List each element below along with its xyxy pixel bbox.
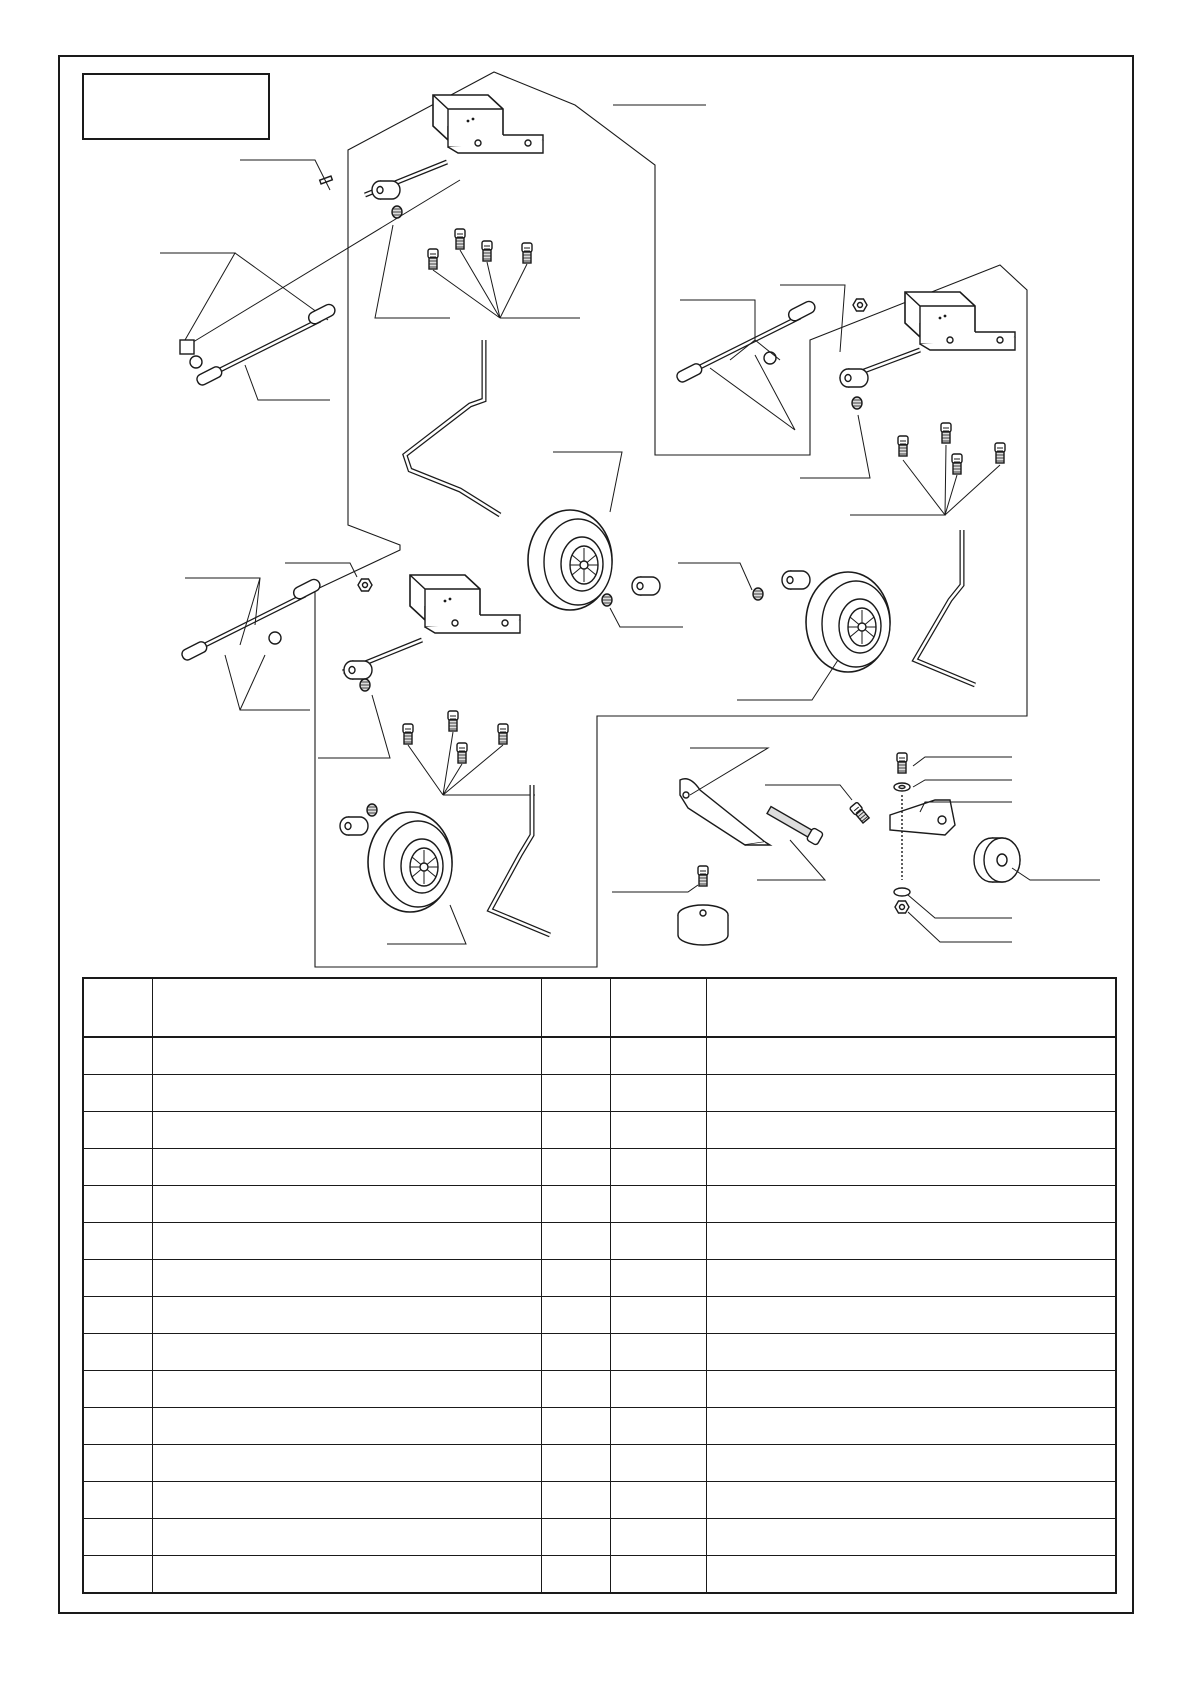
table-cell xyxy=(707,1075,1117,1112)
table-cell xyxy=(542,1371,611,1408)
table-cell xyxy=(707,1297,1117,1334)
table-cell xyxy=(611,1408,707,1445)
table-cell xyxy=(611,1260,707,1297)
table-cell xyxy=(707,1223,1117,1260)
table-row xyxy=(83,1445,1116,1482)
table-row xyxy=(83,1297,1116,1334)
table-cell xyxy=(153,1519,542,1556)
parts-table-body xyxy=(83,1037,1116,1593)
table-cell xyxy=(542,1075,611,1112)
table-cell xyxy=(542,1408,611,1445)
table-cell xyxy=(153,1445,542,1482)
table-cell xyxy=(611,1112,707,1149)
table-cell xyxy=(153,1149,542,1186)
col-header xyxy=(707,978,1117,1037)
table-cell xyxy=(611,1371,707,1408)
table-cell xyxy=(611,1223,707,1260)
table-row xyxy=(83,1334,1116,1371)
table-cell xyxy=(611,1186,707,1223)
table-row xyxy=(83,1075,1116,1112)
table-cell xyxy=(611,1519,707,1556)
table-cell xyxy=(83,1334,153,1371)
table-cell xyxy=(83,1556,153,1594)
table-cell xyxy=(707,1556,1117,1594)
table-cell xyxy=(153,1260,542,1297)
table-row xyxy=(83,1149,1116,1186)
table-cell xyxy=(707,1260,1117,1297)
table-row xyxy=(83,1408,1116,1445)
table-cell xyxy=(83,1260,153,1297)
table-row xyxy=(83,1482,1116,1519)
parts-table xyxy=(82,977,1117,1594)
table-cell xyxy=(611,1149,707,1186)
table-cell xyxy=(83,1371,153,1408)
table-cell xyxy=(611,1556,707,1594)
table-cell xyxy=(83,1075,153,1112)
table-cell xyxy=(611,1445,707,1482)
table-cell xyxy=(83,1112,153,1149)
table-cell xyxy=(153,1186,542,1223)
table-cell xyxy=(611,1482,707,1519)
table-row xyxy=(83,1371,1116,1408)
table-cell xyxy=(707,1519,1117,1556)
col-header xyxy=(611,978,707,1037)
table-cell xyxy=(153,1482,542,1519)
table-cell xyxy=(83,1223,153,1260)
table-cell xyxy=(542,1482,611,1519)
table-cell xyxy=(153,1408,542,1445)
table-cell xyxy=(542,1112,611,1149)
table-row xyxy=(83,1223,1116,1260)
table-cell xyxy=(153,1371,542,1408)
table-cell xyxy=(611,1037,707,1075)
table-cell xyxy=(611,1297,707,1334)
table-cell xyxy=(707,1149,1117,1186)
table-cell xyxy=(542,1519,611,1556)
table-cell xyxy=(542,1260,611,1297)
table-cell xyxy=(542,1037,611,1075)
table-row xyxy=(83,1556,1116,1594)
table-cell xyxy=(83,1297,153,1334)
table-cell xyxy=(153,1037,542,1075)
table-header-row xyxy=(83,978,1116,1037)
table-cell xyxy=(83,1149,153,1186)
table-row xyxy=(83,1260,1116,1297)
table-cell xyxy=(707,1371,1117,1408)
table-cell xyxy=(542,1445,611,1482)
table-cell xyxy=(542,1297,611,1334)
table-cell xyxy=(611,1334,707,1371)
table-cell xyxy=(542,1334,611,1371)
table-cell xyxy=(707,1037,1117,1075)
col-header xyxy=(153,978,542,1037)
col-header xyxy=(542,978,611,1037)
table-cell xyxy=(707,1445,1117,1482)
table-cell xyxy=(542,1223,611,1260)
table-cell xyxy=(83,1037,153,1075)
table-row xyxy=(83,1037,1116,1075)
table-cell xyxy=(542,1556,611,1594)
table-cell xyxy=(83,1519,153,1556)
table-cell xyxy=(707,1112,1117,1149)
table-cell xyxy=(153,1556,542,1594)
table-cell xyxy=(83,1408,153,1445)
table-cell xyxy=(153,1223,542,1260)
table-cell xyxy=(611,1075,707,1112)
table-row xyxy=(83,1519,1116,1556)
table-cell xyxy=(707,1408,1117,1445)
table-cell xyxy=(153,1075,542,1112)
table-cell xyxy=(542,1149,611,1186)
table-cell xyxy=(542,1186,611,1223)
table-cell xyxy=(707,1482,1117,1519)
table-cell xyxy=(153,1112,542,1149)
table-cell xyxy=(83,1445,153,1482)
table-row xyxy=(83,1112,1116,1149)
table-row xyxy=(83,1186,1116,1223)
table-cell xyxy=(83,1186,153,1223)
col-header xyxy=(83,978,153,1037)
table-cell xyxy=(707,1334,1117,1371)
table-cell xyxy=(153,1297,542,1334)
table-cell xyxy=(153,1334,542,1371)
table-cell xyxy=(707,1186,1117,1223)
table-cell xyxy=(83,1482,153,1519)
